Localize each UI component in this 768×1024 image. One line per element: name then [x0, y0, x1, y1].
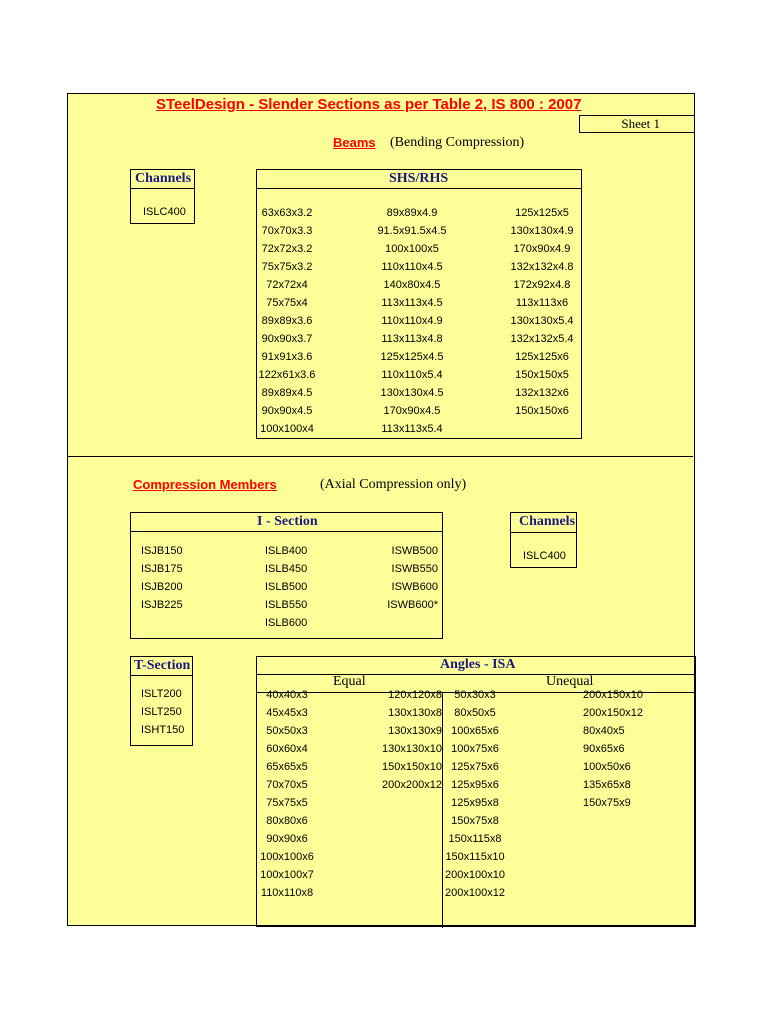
angle-equal-cell: 90x90x6: [266, 833, 308, 845]
shs-rhs-cell: 170x90x4.9: [513, 243, 571, 255]
i-section-cell: ISWB600: [391, 581, 438, 593]
shs-rhs-cell: 113x113x5.4: [381, 423, 443, 435]
angle-equal-cell: 45x45x3: [266, 707, 308, 719]
spreadsheet-sheet: [67, 93, 695, 926]
angle-equal-cell: 80x80x6: [266, 815, 308, 827]
angle-unequal-cell: 150x115x10: [445, 851, 505, 863]
section-divider: [68, 456, 693, 457]
angle-equal-cell: 100x100x7: [260, 869, 314, 881]
angle-unequal-cell: 80x50x5: [454, 707, 496, 719]
angle-unequal-cell: 125x95x6: [451, 779, 499, 791]
beams-channels-header: Channels: [135, 171, 192, 186]
shs-rhs-cell: 170x90x4.5: [383, 405, 441, 417]
angle-unequal-cell: 150x115x8: [448, 833, 502, 845]
angle-equal-cell: 65x65x5: [266, 761, 308, 773]
compression-channels-header: Channels: [519, 514, 576, 529]
angle-equal-cell: 120x120x8: [388, 689, 442, 701]
shs-rhs-cell: 130x130x5.4: [510, 315, 574, 327]
angles-unequal-label: Unequal: [546, 674, 594, 689]
shs-rhs-cell: 110x110x5.4: [381, 369, 443, 381]
angle-equal-cell: 200x200x12: [382, 779, 442, 791]
i-section-cell: ISWB550: [391, 563, 438, 575]
i-section-cell: ISJB225: [141, 599, 183, 611]
shs-rhs-cell: 63x63x3.2: [261, 207, 313, 219]
i-section-cell: ISLB450: [265, 563, 308, 575]
shs-rhs-cell: 110x110x4.5: [381, 261, 443, 273]
compression-subtitle: (Axial Compression only): [320, 477, 467, 492]
angle-unequal-cell: 125x75x6: [451, 761, 499, 773]
i-section-cell: ISLB500: [265, 581, 308, 593]
page-title: STeelDesign - Slender Sections as per Table 2, IS 800 : 2007: [156, 96, 582, 113]
angle-unequal-cell: 100x75x6: [451, 743, 499, 755]
i-section-cell: ISJB200: [141, 581, 183, 593]
angle-unequal-cell: 200x100x12: [445, 887, 505, 899]
compression-heading: Compression Members: [133, 477, 277, 492]
angle-unequal-cell: 150x75x9: [583, 797, 631, 809]
shs-rhs-cell: 125x125x4.5: [380, 351, 444, 363]
i-section-cell: ISLB550: [265, 599, 308, 611]
shs-rhs-table: [256, 169, 582, 439]
i-section-header: I - Section: [257, 514, 318, 529]
shs-rhs-cell: 90x90x3.7: [261, 333, 313, 345]
shs-rhs-cell: 89x89x3.6: [261, 315, 313, 327]
shs-rhs-cell: 150x150x6: [515, 405, 569, 417]
shs-rhs-cell: 125x125x5: [515, 207, 569, 219]
compression-channel-item: ISLC400: [523, 550, 566, 562]
shs-rhs-cell: 130x130x4.9: [510, 225, 574, 237]
i-section-cell: ISJB175: [141, 563, 183, 575]
shs-rhs-cell: 113x113x4.5: [381, 297, 443, 309]
compression-channels-table: [510, 512, 577, 568]
angle-unequal-cell: 200x150x12: [583, 707, 643, 719]
shs-rhs-cell: 132x132x4.8: [510, 261, 574, 273]
shs-rhs-cell: 75x75x3.2: [261, 261, 313, 273]
shs-rhs-cell: 89x89x4.9: [386, 207, 438, 219]
angle-unequal-cell: 80x40x5: [583, 725, 625, 737]
i-section-table: [130, 512, 443, 639]
angle-equal-cell: 70x70x5: [266, 779, 308, 791]
shs-rhs-cell: 75x75x4: [266, 297, 308, 309]
angle-unequal-cell: 100x50x6: [583, 761, 631, 773]
sheet-label-cell: Sheet 1: [579, 115, 695, 133]
angle-unequal-cell: 200x150x10: [583, 689, 643, 701]
angle-equal-cell: 110x110x8: [260, 887, 314, 899]
i-section-cell: ISWB500: [391, 545, 438, 557]
shs-rhs-cell: 89x89x4.5: [261, 387, 313, 399]
angle-equal-cell: 150x150x10: [382, 761, 442, 773]
angles-header: Angles - ISA: [440, 657, 516, 672]
shs-rhs-cell: 122x61x3.6: [258, 369, 316, 381]
shs-rhs-cell: 100x100x4: [260, 423, 314, 435]
angle-equal-cell: 130x130x9: [388, 725, 442, 737]
beams-channels-table: [130, 169, 195, 224]
angle-unequal-cell: 90x65x6: [583, 743, 625, 755]
beams-channel-item: ISLC400: [143, 206, 186, 218]
shs-rhs-cell: 90x90x4.5: [261, 405, 313, 417]
angle-equal-cell: 75x75x5: [266, 797, 308, 809]
angle-equal-cell: 130x130x8: [388, 707, 442, 719]
shs-rhs-cell: 132x132x5.4: [510, 333, 574, 345]
shs-rhs-cell: 72x72x4: [266, 279, 308, 291]
t-section-header: T-Section: [134, 658, 191, 673]
angle-unequal-cell: 100x65x6: [451, 725, 499, 737]
shs-rhs-cell: 172x92x4.8: [513, 279, 571, 291]
angles-table: [256, 656, 696, 927]
beams-subtitle: (Bending Compression): [390, 135, 525, 150]
t-section-table: [130, 656, 193, 746]
i-section-cell: ISJB150: [141, 545, 183, 557]
angle-unequal-cell: 50x30x3: [454, 689, 496, 701]
angle-equal-cell: 60x60x4: [266, 743, 308, 755]
angle-equal-cell: 40x40x3: [266, 689, 308, 701]
shs-rhs-cell: 130x130x4.5: [380, 387, 444, 399]
i-section-cell: ISWB600*: [387, 599, 438, 611]
angle-equal-cell: 50x50x3: [266, 725, 308, 737]
shs-rhs-cell: 113x113x6: [515, 297, 569, 309]
shs-rhs-cell: 100x100x5: [385, 243, 439, 255]
angle-unequal-cell: 125x95x8: [451, 797, 499, 809]
angle-unequal-cell: 135x65x8: [583, 779, 631, 791]
shs-rhs-cell: 91.5x91.5x4.5: [377, 225, 447, 237]
angle-equal-cell: 100x100x6: [260, 851, 314, 863]
angle-unequal-cell: 200x100x10: [445, 869, 505, 881]
i-section-cell: ISLB400: [265, 545, 308, 557]
shs-rhs-cell: 91x91x3.6: [261, 351, 313, 363]
angles-equal-label: Equal: [333, 674, 366, 689]
shs-rhs-cell: 125x125x6: [515, 351, 569, 363]
shs-rhs-cell: 70x70x3.3: [261, 225, 313, 237]
shs-rhs-header: SHS/RHS: [389, 171, 449, 186]
shs-rhs-cell: 72x72x3.2: [261, 243, 313, 255]
shs-rhs-cell: 110x110x4.9: [381, 315, 443, 327]
beams-heading: Beams: [333, 135, 376, 150]
i-section-cell: ISLB600: [265, 617, 308, 629]
shs-rhs-cell: 132x132x6: [515, 387, 569, 399]
shs-rhs-cell: 113x113x4.8: [381, 333, 443, 345]
shs-rhs-cell: 150x150x5: [515, 369, 569, 381]
t-section-cell: ISLT250: [141, 706, 182, 718]
angle-equal-cell: 130x130x10: [382, 743, 442, 755]
t-section-cell: ISLT200: [141, 688, 182, 700]
shs-rhs-cell: 140x80x4.5: [383, 279, 441, 291]
t-section-cell: ISHT150: [141, 724, 185, 736]
angle-unequal-cell: 150x75x8: [451, 815, 499, 827]
